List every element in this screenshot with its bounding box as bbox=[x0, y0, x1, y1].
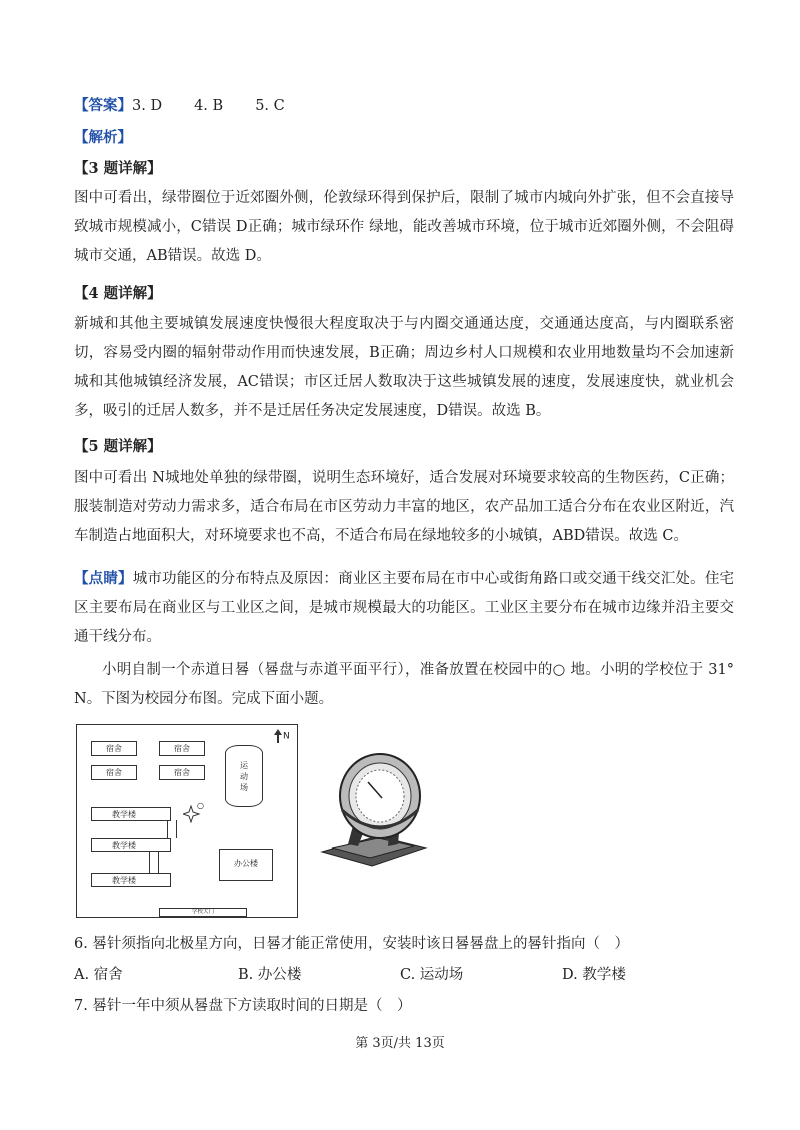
dianjing-text: 城市功能区的分布特点及原因：商业区主要布局在市中心或街角路口或交通干线交汇处。住宅区主要布局在商业区与工业区之间，是城市规模最大的功能区。工业区主要分布在城市边缘并沿主要交通干线分布。 bbox=[74, 571, 735, 645]
q6-option-a[interactable]: A. 宿舍 bbox=[74, 967, 123, 983]
page-footer: 第 3页/共 13页 bbox=[355, 1036, 445, 1051]
q7-stem: 7. 晷针一年中须从晷盘下方读取时间的日期是（ ） bbox=[74, 998, 412, 1014]
question-intro: 小明自制一个赤道日晷（晷盘与赤道平面平行），准备放置在校园中的○ 地。小明的学校位于 31° N。下图为校园分布图。完成下面小题。 bbox=[74, 662, 734, 707]
dianjing-label: 【点睛】 bbox=[74, 570, 133, 587]
north-arrow bbox=[273, 729, 290, 743]
sports-field-label: 运动场 bbox=[240, 761, 248, 792]
q5-heading: 【5 题详解】 bbox=[74, 438, 162, 455]
teaching-building-2: 教学楼 bbox=[91, 838, 171, 852]
sports-field bbox=[225, 745, 263, 807]
north-label: N bbox=[283, 731, 290, 742]
answer-3: 3. D bbox=[132, 98, 163, 114]
campus-map bbox=[76, 724, 298, 918]
dorm-2: 宿舍 bbox=[159, 741, 205, 756]
dorm-1: 宿舍 bbox=[91, 741, 137, 756]
answer-4: 4. B bbox=[194, 98, 224, 114]
q4-heading: 【4 题详解】 bbox=[74, 285, 162, 302]
dorm-4: 宿舍 bbox=[159, 765, 205, 780]
teaching-building-1: 教学楼 bbox=[91, 807, 171, 821]
office-building: 办公楼 bbox=[219, 849, 273, 881]
teaching-building-3: 教学楼 bbox=[91, 873, 171, 887]
q3-heading: 【3 题详解】 bbox=[74, 160, 162, 177]
answer-5: 5. C bbox=[255, 98, 285, 114]
sundial-illustration bbox=[318, 748, 430, 872]
answer-label: 【答案】 bbox=[74, 97, 132, 114]
dorm-3: 宿舍 bbox=[91, 765, 137, 780]
q6-option-d[interactable]: D. 教学楼 bbox=[562, 967, 626, 983]
q6-option-c[interactable]: C. 运动场 bbox=[400, 967, 464, 983]
sundial-location-marker: ○ bbox=[197, 801, 204, 810]
corridor-2 bbox=[149, 851, 159, 873]
q6-option-b[interactable]: B. 办公楼 bbox=[238, 967, 302, 983]
answer-line bbox=[74, 96, 285, 116]
q5-explanation: 图中可看出 N城地处单独的绿带圈，说明生态环境好，适合发展对环境要求较高的生物医药，C正确；服装制造对劳动力需求多，适合布局在市区劳动力丰富的地区，农产品加工适合分布在农业区附近，汽车制造占地面积大，对环境要求也不高，不适合布局在绿地较多的小城镇，ABD错误。故选 C。 bbox=[74, 470, 734, 544]
corridor-1 bbox=[167, 820, 177, 838]
dianjing-block bbox=[74, 564, 734, 652]
q6-stem: 6. 晷针须指向北极星方向，日晷才能正常使用，安装时该日晷晷盘上的晷针指向（ ） bbox=[74, 936, 629, 952]
q3-explanation: 图中可看出，绿带圈位于近郊圈外侧，伦敦绿环得到保护后，限制了城市内城向外扩张，但不会直接导致城市规模减小，C错误 D正确；城市绿环作 绿地，能改善城市环境，位于城市近郊圈外侧，不会阻碍城市交通，AB错误。故选 D。 bbox=[74, 190, 734, 264]
north-arrow-icon bbox=[273, 729, 283, 743]
q4-explanation: 新城和其他主要城镇发展速度快慢很大程度取决于与内圈交通通达度，交通通达度高，与内圈联系密切，容易受内圈的辐射带动作用而快速发展，B正确；周边乡村人口规模和农业用地数量均不会加速新城和其他城镇经济发展，AC错误；市区迁居人数取决于这些城镇发展的速度，发展速度快，就业机会多，吸引的迁居人数多，并不是迁居任务决定发展速度，D错误。故选 B。 bbox=[74, 316, 734, 419]
school-gate: 学校大门 bbox=[159, 908, 247, 917]
analysis-label: 【解析】 bbox=[74, 129, 132, 146]
